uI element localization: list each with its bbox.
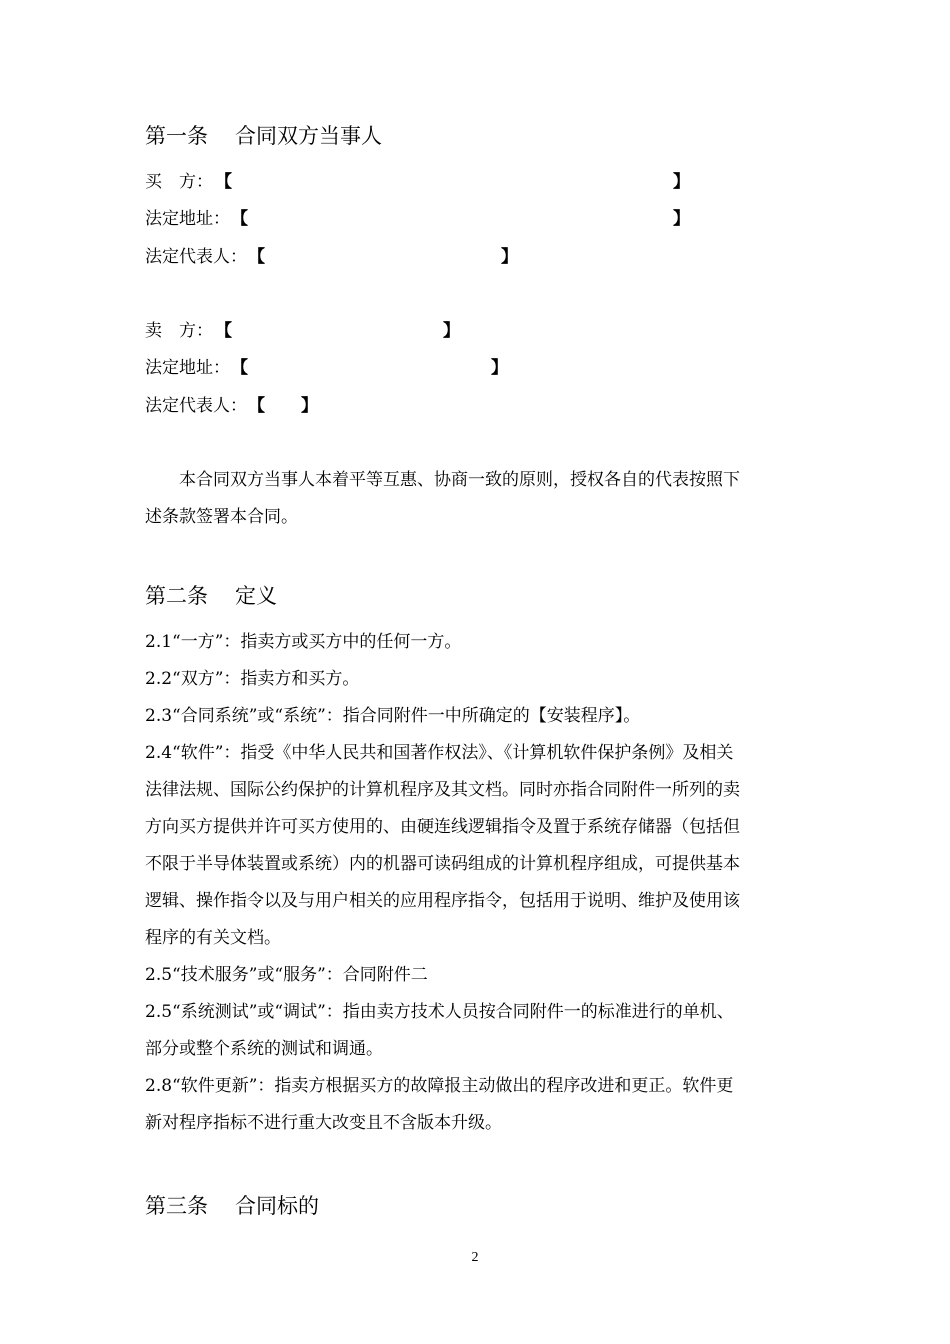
section-1-title: 合同双方当事人: [235, 124, 382, 148]
section-3-heading: [145, 1192, 319, 1220]
bracket-close: 】: [673, 172, 690, 192]
bracket-open: 【: [248, 247, 265, 267]
definition-line: 2.4“软件”：指受《中华人民共和国著作权法》、《计算机软件保护条例》及相关: [145, 743, 734, 763]
definition-line: 不限于半导体装置或系统）内的机器可读码组成的计算机程序组成，可提供基本: [145, 854, 740, 874]
definition-line: 2.8“软件更新”：指卖方根据买方的故障报主动做出的程序改进和更正。软件更: [145, 1076, 734, 1096]
bracket-open: 【: [215, 172, 232, 192]
seller-rep-line: [145, 394, 345, 418]
definition-line: 新对程序指标不进行重大改变且不含版本升级。: [145, 1113, 502, 1133]
definition-line: 逻辑、操作指令以及与用户相关的应用程序指令，包括用于说明、维护及使用该: [145, 891, 740, 911]
definitions-list: [145, 624, 810, 1142]
definition-line: 2.2“双方”：指卖方和买方。: [145, 669, 360, 689]
bracket-open: 【: [248, 396, 265, 416]
paragraph-line: 述条款签署本合同。: [145, 507, 298, 527]
definition-line: 2.5“技术服务”或“服务”：合同附件二: [145, 965, 428, 985]
definition-line: 2.3“合同系统”或“系统”：指合同附件一中所确定的【安装程序】。: [145, 706, 641, 726]
section-1-number: 第一条: [145, 124, 208, 148]
bracket-open: 【: [215, 321, 232, 341]
bracket-close: 】: [443, 321, 460, 341]
seller-address-label: 法定地址：: [145, 358, 230, 378]
buyer-party-line: [145, 170, 705, 194]
definition-line: 程序的有关文档。: [145, 928, 281, 948]
buyer-address-label: 法定地址：: [145, 209, 230, 229]
definition-line: 方向买方提供并许可买方使用的、由硬连线逻辑指令及置于系统存储器（包括但: [145, 817, 740, 837]
section-2-title: 定义: [235, 584, 277, 608]
buyer-rep-line: [145, 245, 545, 269]
paragraph-line: 本合同双方当事人本着平等互惠、协商一致的原则，授权各自的代表按照下: [145, 470, 740, 490]
bracket-open: 【: [231, 209, 248, 229]
buyer-party-label: 买 方：: [145, 172, 213, 192]
section-2-heading: [145, 582, 277, 610]
section-3-title: 合同标的: [235, 1194, 319, 1218]
intro-paragraph: [145, 462, 810, 536]
bracket-close: 】: [501, 247, 518, 267]
definition-line: 部分或整个系统的测试和调通。: [145, 1039, 383, 1059]
seller-rep-label: 法定代表人：: [145, 396, 247, 416]
bracket-close: 】: [491, 358, 508, 378]
page-number: 2: [471, 1250, 479, 1265]
bracket-close: 】: [673, 209, 690, 229]
section-1-heading: [145, 122, 382, 150]
section-2-number: 第二条: [145, 584, 208, 608]
buyer-rep-label: 法定代表人：: [145, 247, 247, 267]
definition-line: 法律法规、国际公约保护的计算机程序及其文档。同时亦指合同附件一所列的卖: [145, 780, 740, 800]
section-3-number: 第三条: [145, 1194, 208, 1218]
definition-line: 2.5“系统测试”或“调试”：指由卖方技术人员按合同附件一的标准进行的单机、: [145, 1002, 734, 1022]
seller-party-label: 卖 方：: [145, 321, 213, 341]
seller-address-line: [145, 356, 535, 380]
definition-line: 2.1“一方”：指卖方或买方中的任何一方。: [145, 632, 462, 652]
buyer-address-line: [145, 207, 705, 231]
bracket-close: 】: [301, 396, 318, 416]
bracket-open: 【: [231, 358, 248, 378]
seller-party-line: [145, 319, 485, 343]
